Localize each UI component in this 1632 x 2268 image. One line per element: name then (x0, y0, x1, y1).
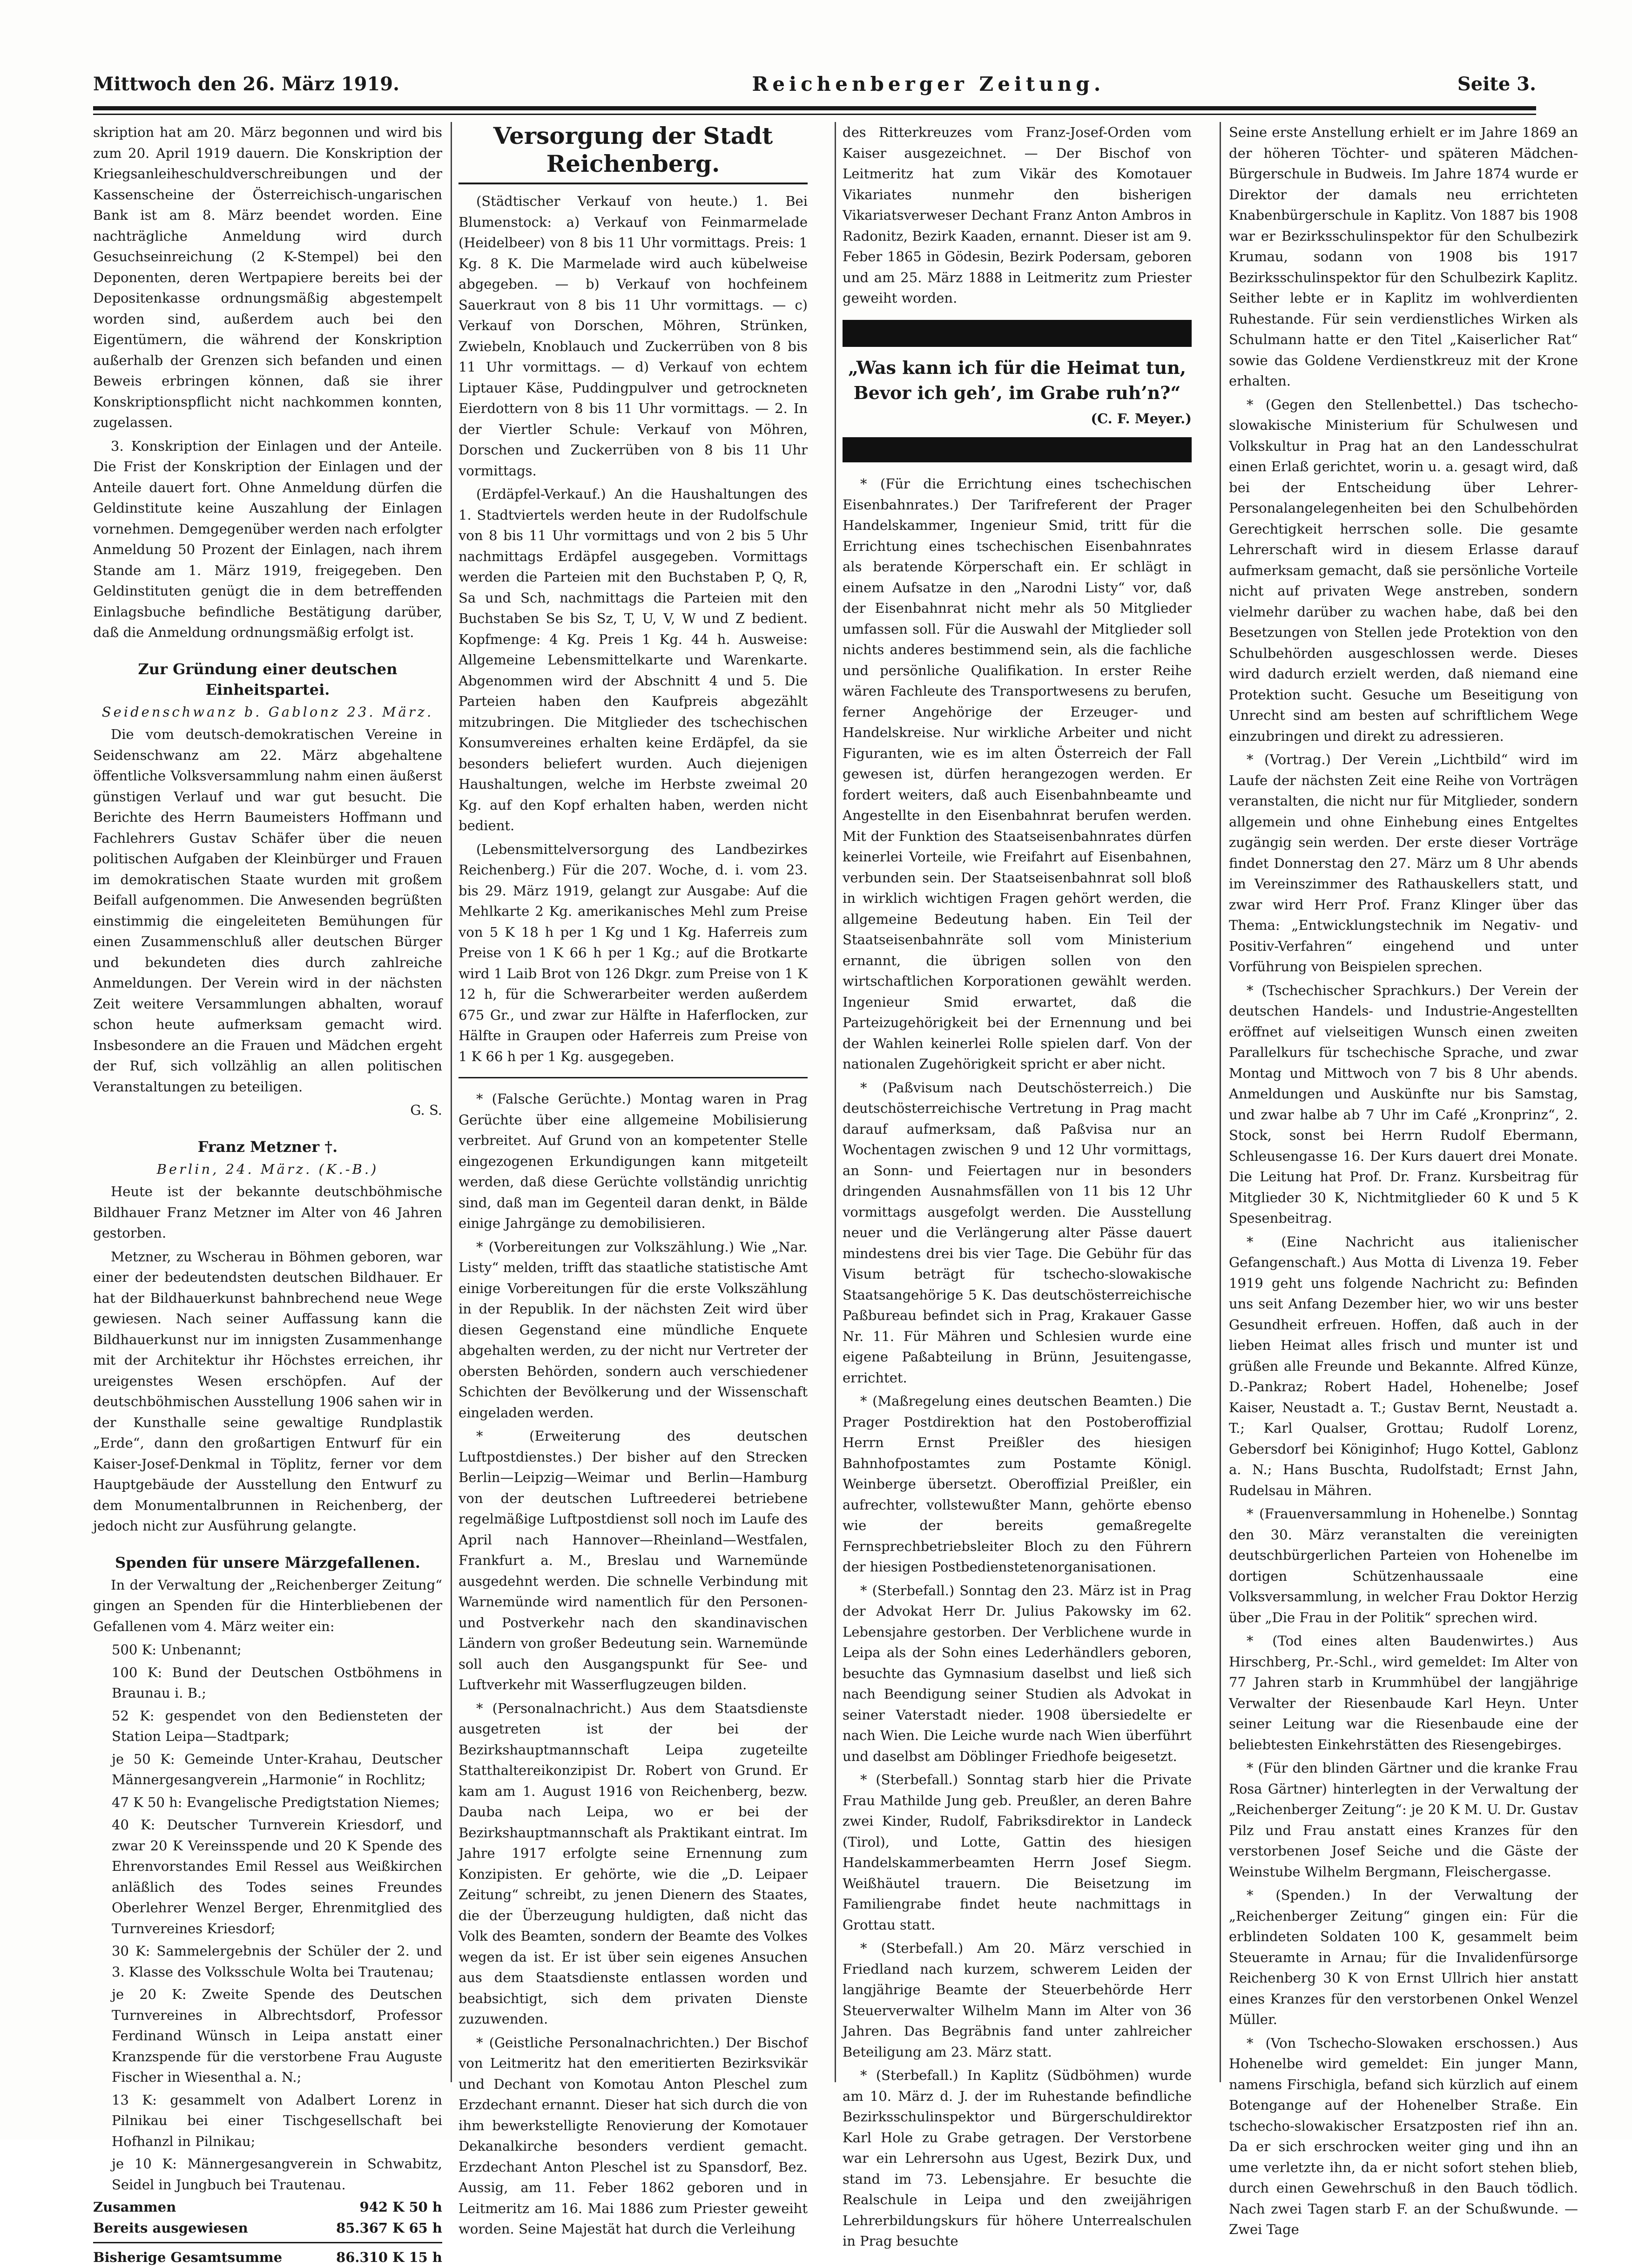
sum-row (93, 2218, 442, 2239)
article-paragraph: * (Tschechischer Sprachkurs.) Der Verein der deutschen Handels- und Industrie-Angestellten eröffnet auf vielseitigen Wunsch einen zweiten Parallelkurs für tschechische Sprache, und zwar Montag und Mittwoch von 7 bis 8 Uhr abends. Anmeldungen und Auskünfte nur bis Samstag, und zwar halbe ab 7 Uhr im Café „Kronprinz“, 2. Stock, sonst bei Herrn Rudolf Ebermann, Schleusengasse 16. Der Kurs dauert drei Monate. Die Leitung hat Prof. Dr. Franz. Kursbeitrag für Mitglieder 30 K, Nichtmitglieder 60 K und 5 K Spesenbeitrag. (1229, 982, 1578, 1226)
donation-item: 40 K: Deutscher Turnverein Kriesdorf, und zwar 20 K Vereinsspende und 20 K Spende des Ehrenvorstandes Emil Ressel aus Weißkirchen anläßlich des Todes seines Freundes Oberlehrer Wenzel Berger, Ehrenmitglied des Turnvereines Kriesdorf; (112, 1817, 442, 1936)
article-signature: G. S. (410, 1102, 442, 1118)
dateline: Berlin, 24. März. (K.-B.) (156, 1161, 379, 1177)
article-paragraph: * (Gegen den Stellenbettel.) Das tschecho-slowakische Ministerium für Schulwesen und Volkskultur in Prag hat an den Landesschulrat einen Erlaß gerichtet, worin u. a. gesagt wird, daß bei der Entscheidung über Lehrer-Personalangelegenheiten bei den Schulbehörden Gerechtigkeit herrschen solle. Die gesamte Lehrerschaft wird in diesem Erlasse darauf aufmerksam gemacht, daß sie persönliche Vorteile nicht auf privaten Wege anstreben, sondern vielmehr darüber zu wachen habe, daß bei den Besetzungen von Stellen jede Protektion von den Schulbehörden ausgeschlossen werde. Dieses wird dadurch erzielt werden, daß niemand eine Protektion sucht. Gesuche um Beseitigung von Unrecht sind am besten auf schriftlichem Wege einzubringen und direkt zu adressieren. (1229, 396, 1578, 744)
article-paragraph: * (Spenden.) In der Verwaltung der „Reichenberger Zeitung“ gingen ein: Für die erblindeten Soldaten 100 K, gesammelt beim Steueramte in Arnau; für die Invalidenfürsorge Reichenberg 30 K von Ernst Ullrich hier anstatt eines Kranzes für den verstorbenen Onkel Wenzel Müller. (1229, 1887, 1578, 2027)
issue-date: Mittwoch den 26. März 1919. (93, 73, 400, 95)
dateline: Seidenschwanz b. Gablonz 23. März. (101, 704, 434, 720)
column-divider (451, 122, 452, 2082)
article-paragraph: Heute ist der bekannte deutschböhmische Bildhauer Franz Metzner im Alter von 46 Jahren gestorben. (93, 1184, 442, 1241)
article-paragraph: * (Frauenversammlung in Hohenelbe.) Sonntag den 30. März veranstalten die vereinigten deutschbürgerlichen Parteien von Hohenelbe im dortigen Schützenhaussaale eine Volksversammlung, in welcher Frau Doktor Herzig über „Die Frau in der Politik“ sprechen wird. (1229, 1506, 1578, 1625)
column-2 (459, 122, 808, 2237)
black-banner (843, 320, 1192, 347)
article-paragraph: * (Maßregelung eines deutschen Beamten.) Die Prager Postdirektion hat den Postoberoffizial Herrn Ernst Preißler des hiesigen Bahnhofpostamtes zum Postamte Königl. Weinberge übersetzt. Oberoffizial Preißler, ein aufrechter, vollstewußter Mann, gehörte ebenso wie der bereits gemaßregelte Fernsprechbetriebsleiter Bloch zu den Führern der hiesigen Postbedienstetenorganisationen. (843, 1393, 1192, 1575)
donation-item: je 50 K: Gemeinde Unter-Krahau, Deutscher Männergesangverein „Harmonie“ in Rochlitz; (112, 1751, 442, 1787)
header-rule (93, 106, 1536, 110)
article-paragraph: (Städtischer Verkauf von heute.) 1. Bei Blumenstock: a) Verkauf von Feinmarmelade (Heidelbeer) von 8 bis 11 Uhr vormittags. Preis: 1 Kg. 8 K. Die Marmelade wird auch kübelweise abgegeben. — b) Verkauf von hochfeinem Sauerkraut von 8 bis 11 Uhr vormittags. — c) Verkauf von Dorschen, Möhren, Strünken, Zwiebeln, Knoblauch und Zuckerrüben von 8 bis 11 Uhr vormittags. — d) Verkauf von echtem Liptauer Käse, Puddingpulver und getrockneten Eierdottern von 8 bis 11 Uhr vormittags. — 2. In der Viertler Schule: Verkauf von Möhren, Dorschen und Zuckerrüben von 8 bis 11 Uhr vormittags. (459, 193, 808, 479)
column-1 (93, 122, 442, 2265)
article-paragraph: Metzner, zu Wscherau in Böhmen geboren, war einer der bedeutendsten deutschen Bildhauer. Er hat der Bildhauerkunst bahnbrechend neue Wege gewiesen. Nach seiner Auffassung kann die Bildhauerkunst nur im innigsten Zusammenhange mit der Architektur ihr Höchstes erreichen, ihr ureigenstes Wesen erschöpfen. Auf der deutschböhmischen Ausstellung 1906 sahen wir in der Kunsthalle seine gewaltige Rundplastik „Erde“, dann den großartigen Entwurf für ein Kaiser-Josef-Denkmal in Töplitz, ferner vor dem Hauptgebäude der Ausstellung den Entwurf zu dem Monumentalbrunnen in Reichenberg, der jedoch nicht zur Ausführung gelangte. (93, 1248, 442, 1534)
sum-row-total (93, 2247, 442, 2268)
article-paragraph: Die vom deutsch-demokratischen Vereine in Seidenschwanz am 22. März abgehaltene öffentliche Volksversammlung nahm einen äußerst günstigen Verlauf und war gut besucht. Die Berichte des Herrn Baumeisters Hoffmann und Fachlehrers Gustav Schäfer über die neuen politischen Aufgaben der Kleinbürger und Frauen im demokratischen Staate wurden mit großem Beifall aufgenommen. Die Anwesenden begrüßten einstimmig die eingeleiteten Bemühungen für einen Zusammenschluß aller deutschen Bürger und bekundeten dies durch zahlreiche Anmeldungen. Der Verein wird in der nächsten Zeit weitere Versammlungen abhalten, worauf schon heute aufmerksam gemacht wird. Insbesondere an die Frauen und Mädchen ergeht der Ruf, sich vollzählig an allen politischen Veranstaltungen zu beteiligen. (93, 726, 442, 1095)
article-heading: Zur Gründung einer deutschen Einheitspartei. (138, 660, 398, 698)
article-paragraph: * (Geistliche Personalnachrichten.) Der Bischof von Leitmeritz hat den emeritierten Bezirksvikär und Dechant von Komotau Anton Pleschel zum Erzdechant ernannt. Dieser hat sich durch die von ihm bewerkstelligte Renovierung der Komotauer Dekanalkirche besonders verdient gemacht. Erzdechant Anton Pleschel ist zu Spansdorf, Bez. Aussig, am 11. Feber 1862 geboren und in Leitmeritz am 16. Mai 1886 zum Priester geweiht worden. Seine Majestät hat durch die Verleihung (459, 2034, 808, 2237)
donation-item: 30 K: Sammelergebnis der Schüler der 2. und 3. Klasse des Volksschule Wolta bei Trautenau; (112, 1943, 442, 1980)
article-paragraph: des Ritterkreuzes vom Franz-Josef-Orden vom Kaiser ausgezeichnet. — Der Bischof von Leitmeritz hat zum Vikär des Komotauer Vikariates nunmehr den bisherigen Vikariatsverweser Dechant Franz Anton Ambros in Radonitz, Bezirk Kaaden, ernannt. Dieser ist am 9. Feber 1865 in Gödesin, Bezirk Podersam, geboren und am 25. März 1888 in Leitmeritz zum Priester geweiht worden. (843, 124, 1192, 306)
sum-label: Bisherige Gesamtsumme (93, 2249, 283, 2265)
column-4 (1229, 122, 1578, 2237)
donation-item: 47 K 50 h: Evangelische Predigtstation Niemes; (112, 1794, 440, 1810)
article-paragraph: * (Sterbefall.) In Kaplitz (Südböhmen) wurde am 10. März d. J. der im Ruhestande befindliche Bezirksschulinspektor und Bürgerschuldirektor Karl Hole zu Grabe getragen. Der Verstorbene war ein Lehrersohn aus Ugest, Bezirk Dux, und stand im 73. Lebensjahre. Er besuchte die Realschule in Leipa und den zweijährigen Lehrerbildungskurs für höhere Unterrealschulen in Prag besuchte (843, 2067, 1192, 2249)
donation-item: 52 K: gespendet von den Bediensteten der Station Leipa—Stadtpark; (112, 1707, 442, 1744)
donation-item: 100 K: Bund der Deutschen Ostböhmens in Braunau i. B.; (112, 1664, 442, 1701)
article-heading: Franz Metzner †. (197, 1137, 338, 1156)
page-number: Seite 3. (1457, 73, 1536, 95)
article-paragraph: * (Erweiterung des deutschen Luftpostdienstes.) Der bisher auf den Strecken Berlin—Leipzig—Weimar und Berlin—Hamburg von der deutschen Luftreederei betriebene regelmäßige Luftpostdienst soll noch im Laufe des April nach Hannover—Rheinland—Westfalen, Frankfurt a. M., Breslau und Warnemünde ausgedehnt werden. Die schnelle Verbindung mit Warnemünde wird namentlich für den Personen- und Postverkehr nach den skandinavischen Ländern von großer Bedeutung sein. Warnemünde soll auch den Ausgangspunkt für See- und Luftverkehr mit Wasserflugzeugen bilden. (459, 1428, 808, 1693)
article-paragraph: * (Paßvisum nach Deutschösterreich.) Die deutschösterreichische Vertretung in Prag macht darauf aufmerksam, daß Paßvisa nur an Wochentagen zwischen 9 und 12 Uhr vormittags, an Sonn- und Feiertagen nur in besonders dringenden Ausnahmsfällen von 11 bis 12 Uhr vormittags ausgefolgt werden. Die Ausstellung neuer und die Verlängerung alter Pässe dauert mindestens drei bis vier Tage. Die Gebühr für das Visum beträgt für tschecho-slowakische Staatsangehörige 5 K. Das deutschösterreichische Paßbureau befindet sich in Prag, Krakauer Gasse Nr. 11. Für Mähren und Schlesien wurde eine eigene Paßabteilung in Brünn, Jesuitengasse, errichtet. (843, 1079, 1192, 1386)
article-paragraph: * (Personalnachricht.) Aus dem Staatsdienste ausgetreten ist der bei der Bezirkshauptmannschaft Leipa zugeteilte Statthaltereikonzipist Dr. Robert von Grund. Er kam am 1. August 1916 von Reichenberg, bezw. Dauba nach Leipa, wo er bei der Bezirkshauptmannschaft als Praktikant eintrat. Im Jahre 1917 erfolgte seine Ernennung zum Konzipisten. Er gehörte, wie die „D. Leipaer Zeitung“ schreibt, zu jenen Dienern des Staates, die der Überzeugung huldigten, daß nicht das Volk des Beamten, sondern der Beamte des Volkes wegen da ist. Er ist über sein eigenes Ansuchen aus dem Staatsdienste entlassen worden und beabsichtigt, sich dem privaten Dienste zuzuwenden. (459, 1700, 808, 2027)
motto-quote: „Was kann ich für die Heimat tun, Bevor ich geh’, im Grabe ruh’n?“ (848, 357, 1186, 403)
article-paragraph: * (Von Tschecho-Slowaken erschossen.) Aus Hohenelbe wird gemeldet: Ein junger Mann, namens Firschigla, befand sich kürzlich auf einem Botengange auf der Hohenelber Straße. Ein tschecho-slowakischer Ersatzposten rief ihn an. Da er sich erschrocken weiter ging und ihn an ume verletzte ihn, da er nicht sofort stehen blieb, durch einen Gewehrschuß in den Bauch tödlich. Nach zwei Tagen starb F. an der Schußwunde. — Zwei Tage (1229, 2035, 1578, 2237)
sum-value: 86.310 K 15 h (336, 2249, 442, 2265)
donation-item: 13 K: gesammelt von Adalbert Lorenz in Pilnikau bei einer Tischgesellschaft bei Hofhanzl in Pilnikau; (112, 2092, 442, 2149)
sum-divider (93, 2242, 442, 2243)
section-divider (459, 1077, 808, 1078)
article-paragraph: * (Sterbefall.) Sonntag den 23. März ist in Prag der Advokat Herr Dr. Julius Pakowsky im 62. Lebensjahre gestorben. Der Verblichene wurde in Leipa als der Sohn eines Lederhändlers geboren, besuchte das Gymnasium daselbst und ließ sich nach Beendigung seiner Studien als Advokat in seiner Vaterstadt nieder. 1908 übersiedelte er nach Wien. Die Leiche wurde nach Wien überführt und daselbst am Döblinger Friedhofe beigesetzt. (843, 1582, 1192, 1764)
section-heading: Versorgung der Stadt Reichenberg. (459, 122, 808, 184)
article-paragraph: * (Vorbereitungen zur Volkszählung.) Wie „Nar. Listy“ melden, trifft das staatliche statistische Amt einige Vorbereitungen für die erste Volkszählung in der Republik. In der nächsten Zeit wird über diesen Gegenstand eine mündliche Enquete abgehalten werden, zu der nicht nur Vertreter der obersten Behörden, sondern auch verschiedener Schichten der Bevölkerung und der Wissenschaft eingeladen werden. (459, 1239, 808, 1421)
black-banner (843, 437, 1192, 462)
article-paragraph: * (Für die Errichtung eines tschechischen Eisenbahnrates.) Der Tarifreferent der Prager Handelskammer, Ingenieur Smid, tritt für die Errichtung eines tschechischen Eisenbahnrates als beratende Körperschaft ein. Er schlägt in einem Aufsatze in den „Narodni Listy“ vor, daß der Eisenbahnrat nicht mehr als 50 Mitglieder umfassen soll. Für die Auswahl der Mitglieder soll nichts anderes bestimmend sein, als die fachliche und persönliche Qualifikation. In erster Reihe wären Fachleute des Transportwesens zu berufen, ferner Angehörige der Erzeuger- und Handelskreise. Nur wirkliche Arbeiter und nicht Figuranten, wie es im alten Österreich der Fall gewesen ist, dürfen herangezogen werden. Er fordert weiters, daß auch Eisenbahnbeamte und Angestellte in den Eisenbahnrat berufen werden. Mit der Funktion des Staatseisenbahnrates dürfen keinerlei Vorteile, wie Freifahrt auf Eisenbahnen, verbunden sein. Der Staatseisenbahnrat soll bloß in wirklich wichtigen Fragen gehört werden, die allgemeine Bedeutung haben. Ein Teil der Staatseisenbahnräte soll vom Ministerium ernannt, die übrigen sollen von den wirtschaftlichen Korporationen gewählt werden. Ingenieur Smid erwartet, daß die Parteizugehörigkeit bei der Ernennung und bei der Wahlen keinerlei Rolle spielen darf. Von der nationalen Zugehörigkeit spricht er aber nicht. (843, 476, 1192, 1072)
article-paragraph: * (Vortrag.) Der Verein „Lichtbild“ wird im Laufe der nächsten Zeit eine Reihe von Vorträgen veranstalten, die nicht nur für Mitglieder, sondern allgemein und ohne Einhebung eines Entgeltes zugängig sein werden. Der erste dieser Vorträge findet Donnerstag den 27. März um 8 Uhr abends im Vereinszimmer des Rathauskellers statt, und zwar wird Herr Prof. Franz Klinger über das Thema: „Entwicklungstechnik im Negativ- und Positiv-Verfahren“ eingehend und unter Vorführung von Beispielen sprechen. (1229, 751, 1578, 975)
sum-row (93, 2197, 442, 2218)
article-paragraph: * (Falsche Gerüchte.) Montag waren in Prag Gerüchte über eine allgemeine Mobilisierung verbreitet. Auf Grund von an kompetenter Stelle eingezogenen Erkundigungen kann mitgeteilt werden, daß diese Gerüchte vollständig unrichtig sind, daß man im Gegenteil daran denkt, in Bälde einige Jahrgänge zu demobilisieren. (459, 1091, 808, 1231)
article-paragraph: (Erdäpfel-Verkauf.) An die Haushaltungen des 1. Stadtviertels werden heute in der Rudolfschule von 8 bis 11 Uhr vormittags und von 2 bis 5 Uhr nachmittags Erdäpfel ausgegeben. Vormittags werden die Parteien mit den Buchstaben P, Q, R, Sa und Sch, nachmittags die Parteien mit den Buchstaben Se bis Sz, T, U, V, W und Z bedient. Kopfmenge: 4 Kg. Preis 1 Kg. 44 h. Ausweise: Allgemeine Lebensmittelkarte und Warenkarte. Abgenommen wird der Abschnitt 4 und 5. Die Parteien haben den Kaufpreis abgezählt mitzubringen. Die Mitglieder des tschechischen Konsumvereines erhalten keine Erdäpfel, da sie besonders beliefert wurden. Auch diejenigen Haushaltungen, welche im Herbste zweimal 20 Kg. auf den Kopf erhalten haben, werden nicht bedient. (459, 486, 808, 833)
article-paragraph: * (Sterbefall.) Sonntag starb hier die Private Frau Mathilde Jung geb. Preußler, an deren Bahre zwei Kinder, Rudolf, Fabriksdirektor in Landeck (Tirol), und Lotte, Gattin des hiesigen Handelskammerbeamten Herrn Josef Siegm. Weißhäutel trauern. Die Beisetzung im Familiengrabe findet heute nachmittags in Grottau statt. (843, 1772, 1192, 1933)
article-paragraph: In der Verwaltung der „Reichenberger Zeitung“ gingen an Spenden für die Hinterbliebenen der Gefallenen vom 4. März weiter ein: (93, 1577, 442, 1634)
donation-item: 500 K: Unbenannt; (112, 1642, 242, 1658)
header-rule-thin (93, 114, 1536, 115)
article-paragraph: (Lebensmittelversorgung des Landbezirkes Reichenberg.) Für die 207. Woche, d. i. vom 23. bis 29. März 1919, gelangt zur Ausgabe: Auf die Mehlkarte 2 Kg. amerikanisches Mehl zum Preise von 5 K 18 h per 1 Kg und 1 Kg. Haferreis zum Preise von 1 K 66 h per 1 Kg.; auf die Brotkarte wird 1 Laib Brot von 126 Dkgr. zum Preise von 1 K 12 h, für die Schwerarbeiter werden außerdem 675 Gr., und zwar zur Hälfte in Haferflocken, zur Hälfte in Graupen oder Haferreis zum Preise von 1 K 66 h per 1 Kg. ausgegeben. (459, 841, 808, 1064)
article-paragraph: * (Eine Nachricht aus italienischer Gefangenschaft.) Aus Motta di Livenza 19. Feber 1919 geht uns folgende Nachricht zu: Befinden uns seit Anfang Dezember hier, wo wir uns bester Gesundheit erfreuen. Hoffen, daß auch in der lieben Heimat alles frisch und munter ist und grüßen alle Freunde und Bekannte. Alfred Künze, D.-Pankraz; Robert Hadel, Hohenelbe; Josef Kaiser, Neustadt a. T.; Gustav Bernt, Neustadt a. T.; Karl Qualser, Grottau; Rudolf Lorenz, Gebersdorf bei Königinhof; Hugo Kottel, Gablonz a. N.; Hans Buschta, Rudolfstadt; Ernst Jahn, Rudelsau in Mähren. (1229, 1233, 1578, 1498)
article-paragraph: * (Sterbefall.) Am 20. März verschied in Friedland nach kurzem, schwerem Leiden der langjährige Beamte der Steuerbehörde Herr Steuerverwalter Wilhelm Mann im Alter von 36 Jahren. Das Begräbnis fand unter zahlreicher Beteiligung am 23. März statt. (843, 1940, 1192, 2060)
article-paragraph: * (Tod eines alten Baudenwirtes.) Aus Hirschberg, Pr.-Schl., wird gemeldet: Im Alter von 77 Jahren starb in Krummhübel der langjährige Verwalter der Riesenbaude Karl Heyn. Unter seiner Leitung war die Riesenbaude eine der beliebtesten Einkehrstätten des Riesengebirges. (1229, 1633, 1578, 1753)
article-paragraph: Seine erste Anstellung erhielt er im Jahre 1869 an der höheren Töchter- und späteren Mädchen-Bürgerschule in Budweis. Im Jahre 1874 wurde er Direktor der damals neu errichteten Knabenbürgerschule in Kaplitz. Von 1887 bis 1908 war er Bezirksschulinspektor für den Schulbezirk Krumau, sodann von 1908 bis 1917 Bezirksschulinspektor für den Schulbezirk Kaplitz. Seither lebte er in Kaplitz im wohlverdienten Ruhestande. Für sein verdienstliches Wirken als Schulmann hatte er den Titel „Kaiserlicher Rat“ sowie das Goldene Verdienstkreuz mit der Krone erhalten. (1229, 124, 1578, 389)
article-heading: Spenden für unsere Märzgefallenen. (115, 1553, 420, 1571)
article-paragraph: * (Für den blinden Gärtner und die kranke Frau Rosa Gärtner) hinterlegten in der Verwaltung der „Reichenberger Zeitung“: je 20 K M. U. Dr. Gustav Pilz und Frau anstatt eines Kranzes für den verstorbenen Josef Seiche und die Gäste der Weinstube Wilhelm Bergmann, Fleischergasse. (1229, 1760, 1578, 1880)
article-paragraph: skription hat am 20. März begonnen und wird bis zum 20. April 1919 dauern. Die Konskription der Kriegsanleiheschuldverschreibungen und der Kassenscheine der Österreichisch-ungarischen Bank ist am 8. März beendet worden. Eine nachträgliche Anmeldung wird durch Gesuchseinreichung (2 K-Stempel) bei den Deponenten, deren Wertpapiere bereits bei der Depositenkasse ordnungsmäßig abgestempelt worden sind, außerdem auch bei den Eigentümern, die während der Konskription außerhalb der Grenzen sich befanden und einen Beweis erbringen können, daß sie ihrer Konskriptionspflicht nicht nachkommen konnten, zugelassen. (93, 124, 442, 430)
sum-label: Bereits ausgewiesen (93, 2220, 248, 2236)
masthead-title: Reichenberger Zeitung. (752, 72, 1105, 95)
donation-item: je 10 K: Männergesangverein in Schwabitz, Seidel in Jungbuch bei Trautenau. (112, 2156, 442, 2193)
column-divider (1220, 122, 1221, 2082)
donation-item: je 20 K: Zweite Spende des Deutschen Turnvereines in Albrechtsdorf, Professor Ferdinand Wünsch in Leipa anstatt einer Kranzspende für die verstorbene Frau Auguste Fischer in Wiesenthal a. N.; (112, 1986, 442, 2085)
sum-label: Zusammen (93, 2199, 176, 2215)
sum-value: 942 K 50 h (359, 2199, 442, 2215)
sum-value: 85.367 K 65 h (336, 2220, 442, 2236)
page-header (93, 70, 1536, 98)
column-divider (835, 122, 836, 2082)
motto-author: (C. F. Meyer.) (1091, 410, 1192, 427)
column-3 (843, 122, 1192, 2249)
article-paragraph: 3. Konskription der Einlagen und der Anteile. Die Frist der Konskription der Einlagen und der Anteile dauert fort. Ohne Anmeldung dürfen die Geldinstitute keine Auszahlung der Einlagen vornehmen. Demgegenüber werden nach erfolgter Anmeldung 50 Prozent der Einlagen, nach ihrem Stande am 1. März 1919, freigegeben. Den Geldinstituten genügt die in dem betreffenden Einlagsbuche befindliche Bestätigung darüber, daß die Anmeldung ordnungsmäßig erfolgt ist. (93, 438, 442, 640)
